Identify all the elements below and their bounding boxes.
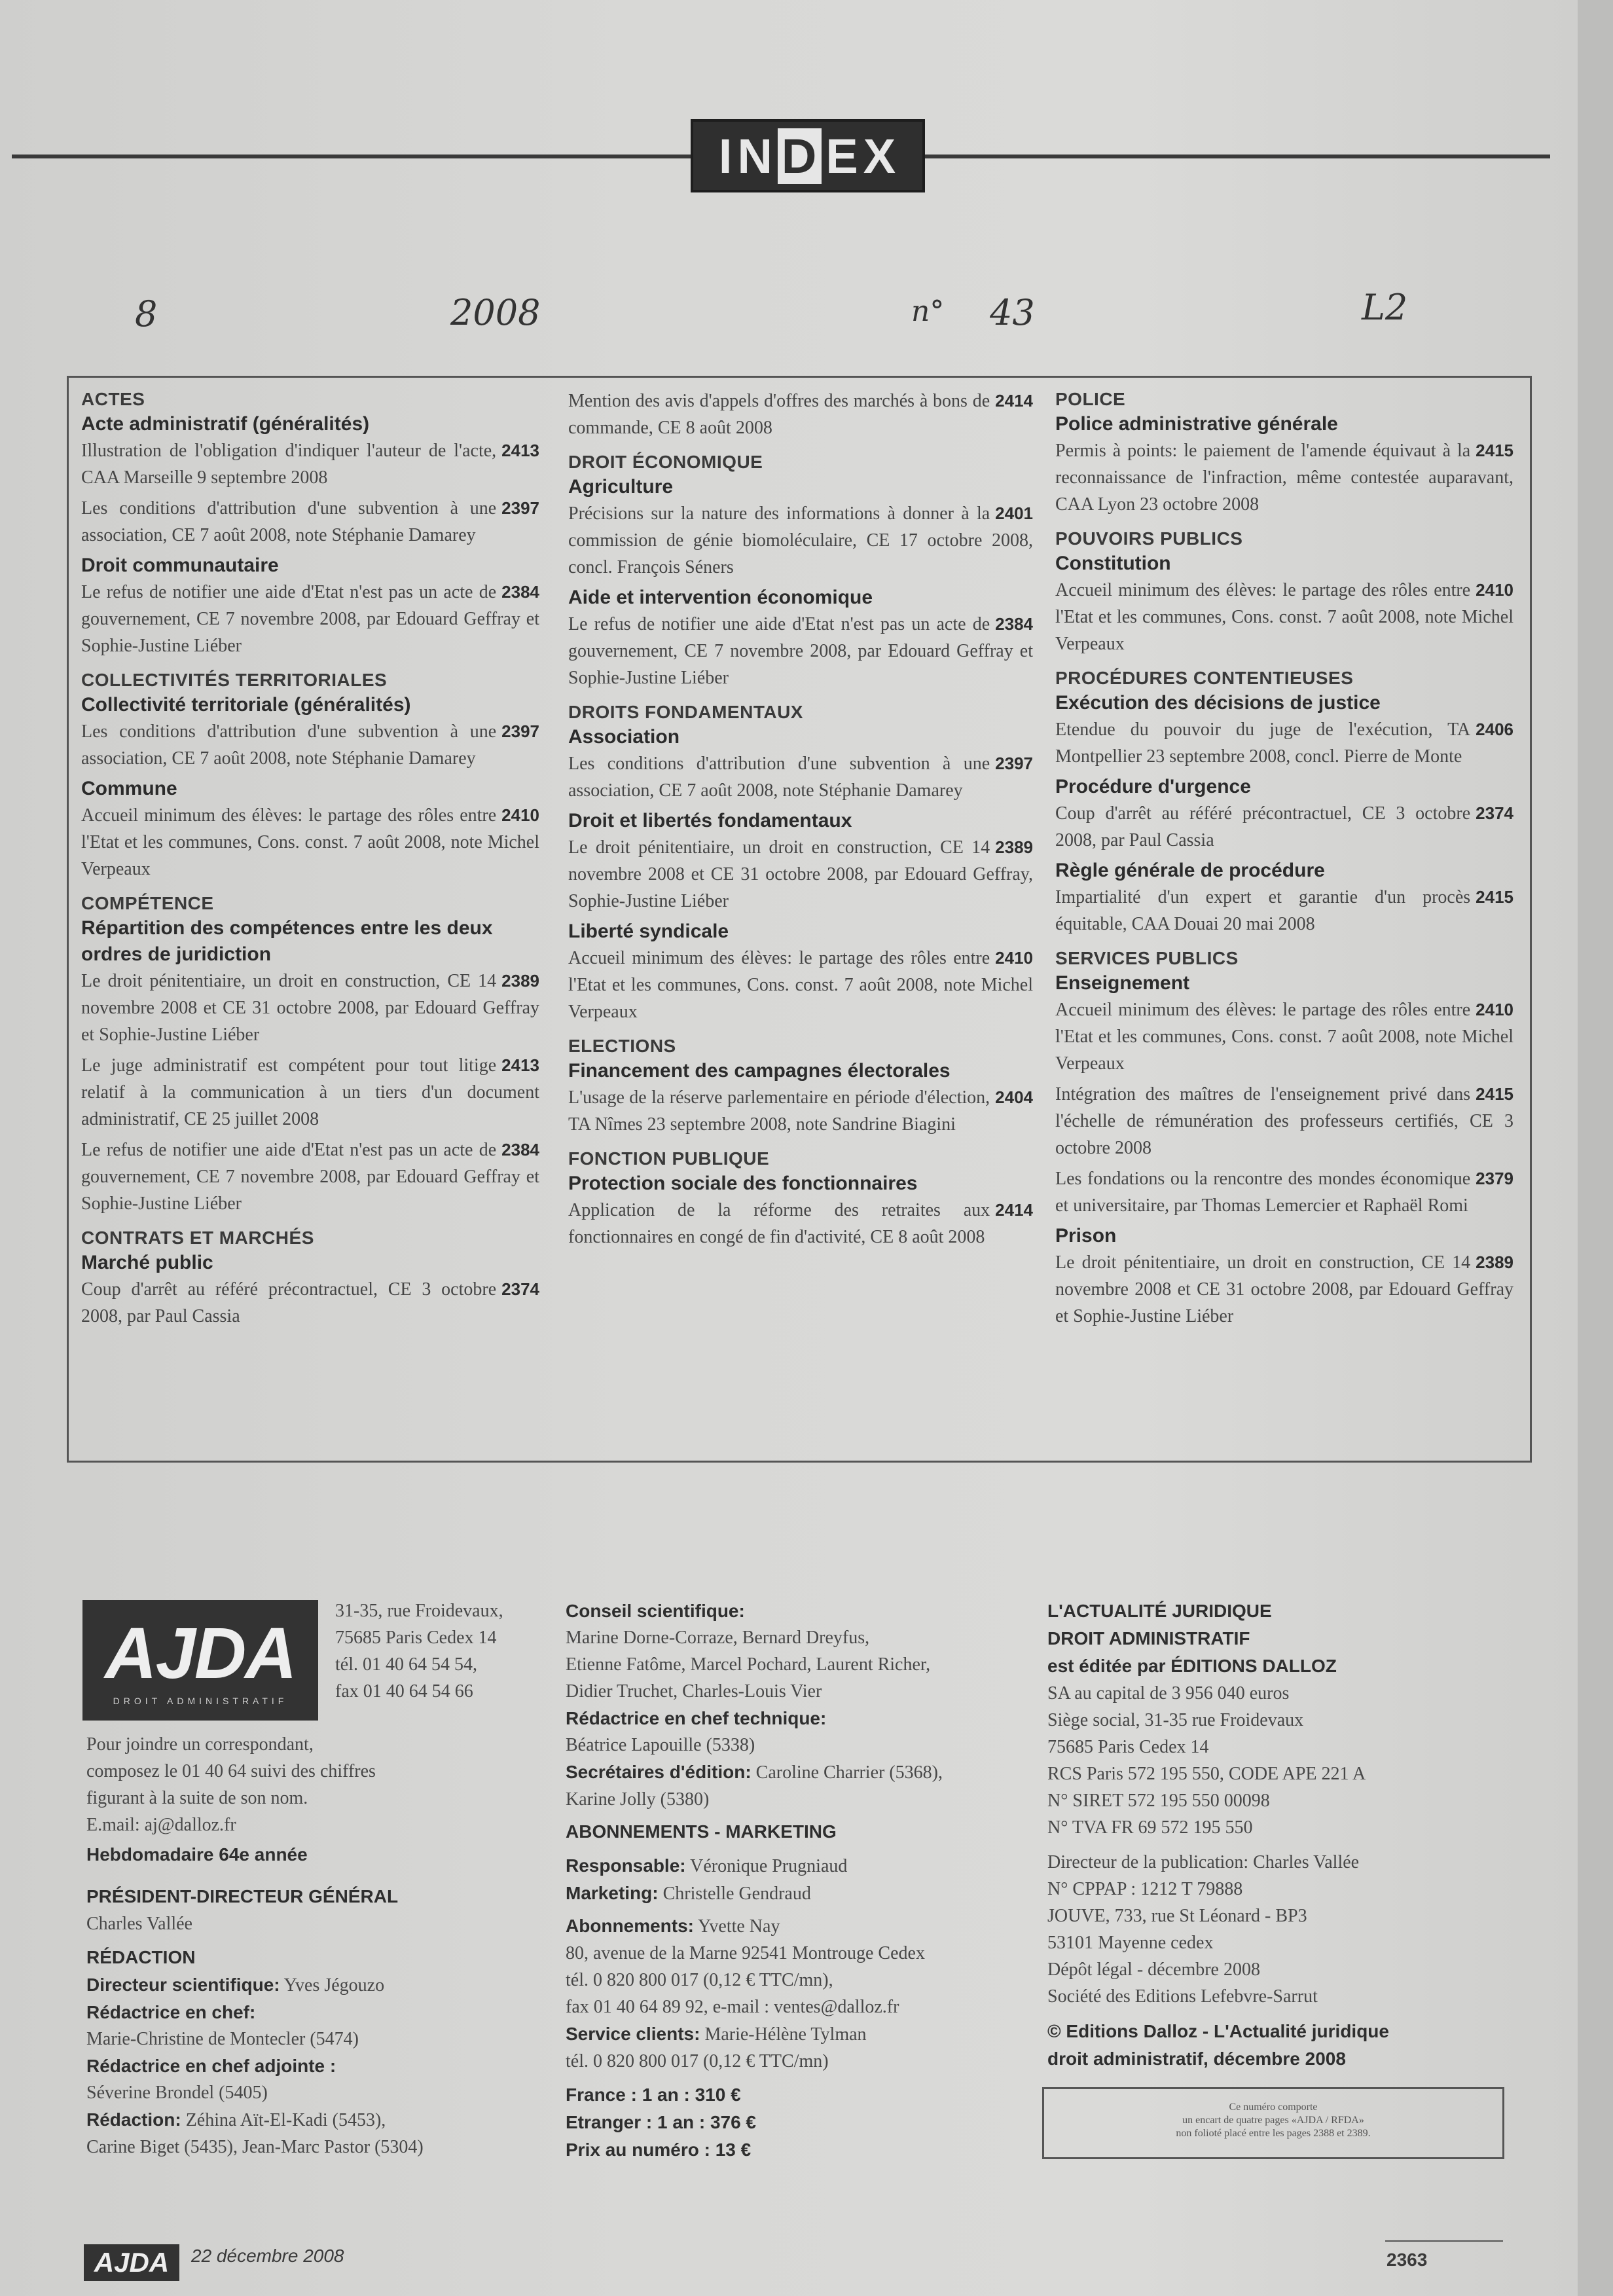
index-entry-text: Accueil minimum des élèves: le partage des rôles entre l'Etat et les communes, Cons. const. 7 août 2008, note Michel Verpeaux xyxy=(568,948,1033,1022)
index-section-heading: PROCÉDURES CONTENTIEUSES xyxy=(1055,668,1354,688)
index-column-3 xyxy=(1055,388,1513,1334)
index-page-number: 2413 xyxy=(501,441,539,460)
index-page-number: 2384 xyxy=(501,1140,539,1159)
index-entry-text: Le droit pénitentiaire, un droit en construction, CE 14 novembre 2008 et CE 31 octobre 2008, par Edouard Geffray et Sophie-Justine Liéber xyxy=(81,971,539,1045)
index-page-number: 2397 xyxy=(501,498,539,518)
pdg-title: PRÉSIDENT-DIRECTEUR GÉNÉRAL xyxy=(86,1886,399,1906)
index-entry-text: Les fondations ou la rencontre des mondes économique et universitaire, par Thomas Lemercier et Raphaël Romi xyxy=(1055,1169,1471,1216)
page-edge xyxy=(1578,0,1613,2296)
index-entry-text: Le refus de notifier une aide d'Etat n'est pas un acte de gouvernement, CE 7 novembre 2008, par Edouard Geffray et Sophie-Justine Liéber xyxy=(568,614,1033,688)
index-page-number: 2374 xyxy=(1476,803,1513,823)
index-entry-text: Les conditions d'attribution d'une subvention à une association, CE 7 août 2008, note Stéphanie Damarey xyxy=(81,721,497,769)
index-section-heading: FONCTION PUBLIQUE xyxy=(568,1148,770,1169)
index-page-number: 2384 xyxy=(995,614,1033,634)
index-entry-text: Accueil minimum des élèves: le partage des rôles entre l'Etat et les communes, Cons. const. 7 août 2008, note Michel Verpeaux xyxy=(1055,580,1513,654)
index-entry xyxy=(568,611,1033,691)
index-section-heading: COMPÉTENCE xyxy=(81,893,214,913)
index-entry xyxy=(81,1137,539,1217)
index-section-heading: POUVOIRS PUBLICS xyxy=(1055,528,1243,549)
index-entry-text: Accueil minimum des élèves: le partage des rôles entre l'Etat et les communes, Cons. const. 7 août 2008, note Michel Verpeaux xyxy=(1055,1000,1513,1074)
index-entry-text: Etendue du pouvoir du juge de l'exécution, TA Montpellier 23 septembre 2008, concl. Pierre de Monte xyxy=(1055,720,1471,767)
index-entry xyxy=(81,1052,539,1133)
index-page-number: 2401 xyxy=(995,503,1033,523)
index-entry xyxy=(1055,1081,1513,1161)
index-page-number: 2384 xyxy=(501,582,539,602)
index-entry xyxy=(1055,577,1513,657)
index-entry-text: Précisions sur la nature des informations à donner à la commission de génie biomoléculaire, CE 17 octobre 2008, concl. François Séners xyxy=(568,503,1033,577)
index-entry-text: Les conditions d'attribution d'une subvention à une association, CE 7 août 2008, note Stéphanie Damarey xyxy=(568,754,990,801)
index-subheading: Protection sociale des fonctionnaires xyxy=(568,1173,918,1194)
handwriting-year: 2008 xyxy=(450,292,541,333)
index-subheading: Financement des campagnes électorales xyxy=(568,1060,951,1082)
index-entry-text: Les conditions d'attribution d'une subvention à une association, CE 7 août 2008, note Stéphanie Damarey xyxy=(81,498,497,545)
index-entry-text: Le droit pénitentiaire, un droit en construction, CE 14 novembre 2008 et CE 31 octobre 2008, par Edouard Geffray, Sophie-Justine Liéber xyxy=(568,837,1033,911)
index-page-number: 2414 xyxy=(995,391,1033,410)
pdg-name: Charles Vallée xyxy=(86,1914,192,1934)
page-number: 2363 xyxy=(1386,2250,1428,2270)
index-section-heading: COLLECTIVITÉS TERRITORIALES xyxy=(81,670,388,690)
index-subheading: Liberté syndicale xyxy=(568,920,729,942)
index-entry-text: Impartialité d'un expert et garantie d'un procès équitable, CAA Douai 20 mai 2008 xyxy=(1055,887,1471,934)
index-subheading: Exécution des décisions de justice xyxy=(1055,692,1381,714)
index-entry-text: Intégration des maîtres de l'enseignement privé dans l'échelle de rémunération des professeurs certifiés, CE 3 octobre 2008 xyxy=(1055,1084,1513,1158)
index-subheading: Enseignement xyxy=(1055,972,1190,994)
index-subheading: Aide et intervention économique xyxy=(568,587,873,608)
index-entry xyxy=(81,437,539,491)
index-entry-text: Coup d'arrêt au référé précontractuel, CE 3 octobre 2008, par Paul Cassia xyxy=(1055,803,1471,850)
index-entry-text: L'usage de la réserve parlementaire en période d'élection, TA Nîmes 23 septembre 2008, note Sandrine Biagini xyxy=(568,1087,990,1135)
index-entry xyxy=(1055,1165,1513,1219)
index-entry xyxy=(81,718,539,772)
masthead-middle: Conseil scientifique: Marine Dorne-Corraze, Bernard Dreyfus, Etienne Fatôme, Marcel Pochard, Laurent Richer, Didier Truchet, Charles-Louis Vier Rédactrice en chef technique: Béatrice Lapouille (5338) Secrétaires d'édition: Caroline Charrier (5368), Karine Jolly (5380) ABONNEMENTS - MARKETING Responsable: Véronique Prugniaud Marketing: Christelle Gendraud Abonnements: Yvette Nay 80, avenue de la Marne 92541 Montrouge Cedex tél. 0 820 800 017 (0,12 € TTC/mn), fax 01 40 64 89 92, e-mail : ventes@dalloz.fr Service clients: Marie-Hélène Tylman tél. 0 820 800 017 (0,12 € TTC/mn) France : 1 an : 310 € Etranger : 1 an : 376 € Prix au numéro : 13 € xyxy=(566,1601,943,2160)
masthead-right: L'ACTUALITÉ JURIDIQUE DROIT ADMINISTRATIF est éditée par ÉDITIONS DALLOZ SA au capital de 3 956 040 euros Siège social, 31-35 rue Froidevaux 75685 Paris Cedex 14 RCS Paris 572 195 550, CODE APE 221 A N° SIRET 572 195 550 00098 N° TVA FR 69 572 195 550 Directeur de la publication: Charles Vallée N° CPPAP : 1212 T 79888 JOUVE, 733, rue St Léonard - BP3 53101 Mayenne cedex Dépôt légal - décembre 2008 Société des Editions Lefebvre-Sarrut © Editions Dalloz - L'Actualité juridique droit administratif, décembre 2008 xyxy=(1047,1601,1389,2069)
index-entry-text: Application de la réforme des retraites aux fonctionnaires en congé de fin d'activité, CE 8 août 2008 xyxy=(568,1200,990,1247)
index-entry-text: Le droit pénitentiaire, un droit en construction, CE 14 novembre 2008 et CE 31 octobre 2008, par Edouard Geffray et Sophie-Justine Liéber xyxy=(1055,1252,1513,1326)
index-page-number: 2410 xyxy=(1476,1000,1513,1019)
index-page-number: 2374 xyxy=(501,1279,539,1299)
index-page-number: 2410 xyxy=(995,948,1033,968)
index-entry xyxy=(1055,1249,1513,1330)
index-entry xyxy=(568,1197,1033,1250)
footer-rule xyxy=(1385,2240,1503,2242)
index-subheading: Commune xyxy=(81,778,177,799)
index-subheading: Collectivité territoriale (généralités) xyxy=(81,694,411,716)
index-page-number: 2406 xyxy=(1476,720,1513,739)
index-letter: I xyxy=(718,128,734,183)
weekly-label: Hebdomadaire 64e année xyxy=(86,1844,308,1865)
index-page-number: 2389 xyxy=(995,837,1033,857)
index-subheading: Répartition des compétences entre les deux ordres de juridiction xyxy=(81,917,493,965)
index-section-heading: ELECTIONS xyxy=(568,1036,676,1056)
index-page-number: 2397 xyxy=(501,721,539,741)
index-subheading: Droit communautaire xyxy=(81,555,279,576)
index-entry xyxy=(81,968,539,1048)
handwriting-code: L2 xyxy=(1362,287,1408,328)
index-page-number: 2389 xyxy=(1476,1252,1513,1272)
handwriting-no: n° xyxy=(911,295,945,328)
index-subheading: Marché public xyxy=(81,1252,213,1273)
index-section-heading: POLICE xyxy=(1055,389,1126,409)
index-entry xyxy=(81,579,539,659)
index-entry xyxy=(1055,716,1513,770)
index-entry xyxy=(1055,996,1513,1077)
index-entry xyxy=(568,750,1033,804)
index-entry xyxy=(568,1084,1033,1138)
index-page-number: 2389 xyxy=(501,971,539,991)
index-section-heading: DROIT ÉCONOMIQUE xyxy=(568,452,763,472)
insert-notice-box: Ce numéro comporte un encart de quatre pages «AJDA / RFDA» non folioté placé entre les pages 2388 et 2389. xyxy=(1042,2087,1504,2159)
index-column-2 xyxy=(568,388,1033,1254)
index-page-number: 2415 xyxy=(1476,1084,1513,1104)
index-entry-text: Illustration de l'obligation d'indiquer l'auteur de l'acte, CAA Marseille 9 septembre 2008 xyxy=(81,441,497,488)
index-subheading: Agriculture xyxy=(568,476,674,498)
index-entry xyxy=(568,500,1033,581)
redaction-title: RÉDACTION xyxy=(86,1947,196,1967)
index-page-number: 2410 xyxy=(1476,580,1513,600)
index-entry xyxy=(1055,437,1513,518)
index-subheading: Règle générale de procédure xyxy=(1055,860,1325,881)
index-subheading: Droit et libertés fondamentaux xyxy=(568,810,852,831)
index-page-number: 2397 xyxy=(995,754,1033,773)
index-entry xyxy=(1055,800,1513,854)
index-entry-text: Accueil minimum des élèves: le partage des rôles entre l'Etat et les communes, Cons. const. 7 août 2008, note Michel Verpeaux xyxy=(81,805,539,879)
ajda-logo: AJDA DROIT ADMINISTRATIF xyxy=(82,1600,318,1721)
index-subheading: Procédure d'urgence xyxy=(1055,776,1251,797)
index-title-box xyxy=(691,119,925,192)
index-letter: E xyxy=(825,128,860,183)
masthead-left: Pour joindre un correspondant, composez le 01 40 64 suivi des chiffres figurant à la suite de son nom. E.mail: aj@dalloz.fr Hebdomadaire 64e année PRÉSIDENT-DIRECTEUR GÉNÉRAL Charles Vallée RÉDACTION Directeur scientifique: Yves Jégouzo Rédactrice en chef: Marie-Christine de Montecler (5474) Rédactrice en chef adjointe : Séverine Brondel (5405) Rédaction: Zéhina Aït-El-Kadi (5453), Carine Biget (5435), Jean-Marc Pastor (5304) xyxy=(86,1731,545,2160)
index-entry xyxy=(568,834,1033,915)
index-page-number: 2415 xyxy=(1476,887,1513,907)
index-entry-text: Le refus de notifier une aide d'Etat n'est pas un acte de gouvernement, CE 7 novembre 2008, par Edouard Geffray et Sophie-Justine Liéber xyxy=(81,1140,539,1214)
index-entry xyxy=(1055,884,1513,938)
index-entry xyxy=(81,802,539,883)
index-page-number: 2410 xyxy=(501,805,539,825)
footer-logo: AJDA xyxy=(84,2244,179,2281)
index-section-heading: ACTES xyxy=(81,389,145,409)
index-entry-text: Coup d'arrêt au référé précontractuel, CE 3 octobre 2008, par Paul Cassia xyxy=(81,1279,497,1326)
index-page-number: 2404 xyxy=(995,1087,1033,1107)
index-letter: X xyxy=(863,128,897,183)
index-subheading: Prison xyxy=(1055,1225,1117,1247)
index-page-number: 2413 xyxy=(501,1055,539,1075)
index-entry-text: Permis à points: le paiement de l'amende équivaut à la reconnaissance de l'infraction, même contestée auparavant, CAA Lyon 23 octobre 2008 xyxy=(1055,441,1513,515)
footer-date: 22 décembre 2008 xyxy=(191,2246,344,2266)
index-subheading: Association xyxy=(568,726,680,748)
index-subheading: Police administrative générale xyxy=(1055,413,1338,435)
index-page-number: 2414 xyxy=(995,1200,1033,1220)
index-subheading: Acte administratif (généralités) xyxy=(81,413,370,435)
masthead-address: 31-35, rue Froidevaux, 75685 Paris Cedex 14 tél. 01 40 64 54 54, fax 01 40 64 54 66 xyxy=(335,1601,503,1702)
index-entry xyxy=(568,945,1033,1025)
index-section-heading: CONTRATS ET MARCHÉS xyxy=(81,1228,314,1248)
index-letter: D xyxy=(778,128,822,184)
index-letter: N xyxy=(737,128,774,183)
index-section-heading: DROITS FONDAMENTAUX xyxy=(568,702,803,722)
handwriting-number: 8 xyxy=(135,293,158,335)
index-entry-text: Mention des avis d'appels d'offres des marchés à bons de commande, CE 8 août 2008 xyxy=(568,391,990,438)
index-entry-text: Le refus de notifier une aide d'Etat n'est pas un acte de gouvernement, CE 7 novembre 2008, par Edouard Geffray et Sophie-Justine Liéber xyxy=(81,582,539,656)
index-subheading: Constitution xyxy=(1055,553,1171,574)
index-entry-text: Le juge administratif est compétent pour tout litige relatif à la communication à un tiers d'un document administratif, CE 25 juillet 2008 xyxy=(81,1055,539,1129)
index-entry xyxy=(81,1276,539,1330)
index-page-number: 2379 xyxy=(1476,1169,1513,1188)
index-section-heading: SERVICES PUBLICS xyxy=(1055,948,1239,968)
index-page-number: 2415 xyxy=(1476,441,1513,460)
index-entry xyxy=(81,495,539,549)
index-entry xyxy=(568,388,1033,441)
index-column-1 xyxy=(81,388,539,1334)
handwriting-issue: 43 xyxy=(990,292,1035,333)
